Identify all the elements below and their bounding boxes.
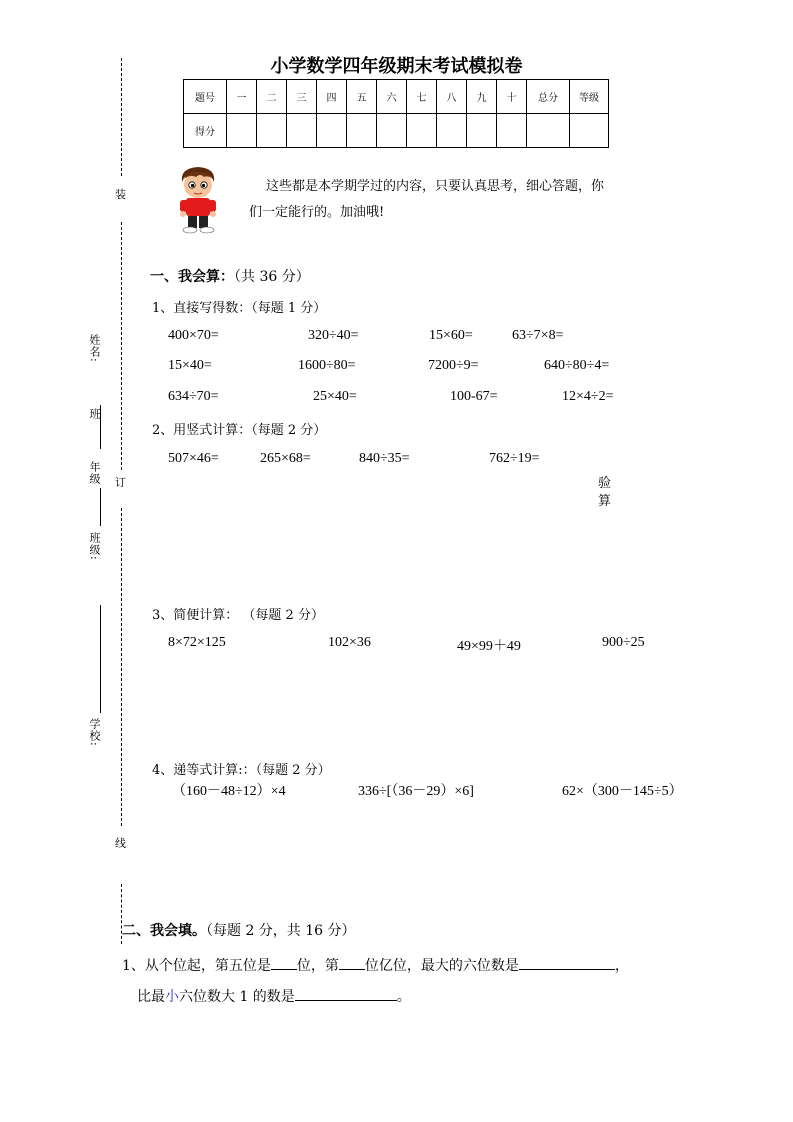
score-cell[interactable] <box>570 114 609 148</box>
s2-q1-highlight: 小 <box>165 989 179 1005</box>
q4-item: 336÷[（36－29）×6] <box>358 784 474 799</box>
s2-q1-text: 位亿位，最大的六位数是 <box>364 958 519 974</box>
q4-label: 4、递等式计算:：（每题 2 分） <box>152 763 331 778</box>
score-cell[interactable] <box>527 114 570 148</box>
binding-zhuang: 装 <box>115 188 126 201</box>
ban-label: 班 <box>88 408 101 420</box>
header-cell: 题号 <box>184 80 227 114</box>
q1-item: 25×40= <box>313 389 357 404</box>
section-2-score: （每题 2 分，共 16 分） <box>206 923 356 939</box>
q1-item: 15×40= <box>168 358 212 373</box>
q1-item: 400×70= <box>168 328 219 343</box>
s2-q1-text: 1、从个位起，第五位是 <box>122 958 271 974</box>
section-2-title: 二、我会填。 <box>122 923 206 939</box>
header-cell: 六 <box>377 80 407 114</box>
section-1-heading <box>150 266 310 286</box>
answer-blank[interactable] <box>519 969 615 970</box>
binding-xian: 线 <box>115 837 126 850</box>
score-cell[interactable] <box>317 114 347 148</box>
header-cell: 十 <box>497 80 527 114</box>
score-cell[interactable] <box>497 114 527 148</box>
header-cell: 九 <box>467 80 497 114</box>
page-title: 小学数学四年级期末考试模拟卷 <box>270 56 523 77</box>
q2-item: 507×46= <box>168 451 219 466</box>
binding-dashed-line <box>121 58 122 176</box>
q1-item: 63÷7×8= <box>512 328 564 343</box>
q2-label: 2、用竖式计算：（每题 2 分） <box>152 423 327 438</box>
score-table-header-row <box>184 80 609 114</box>
section-1-title: 一、我会算： <box>150 269 234 285</box>
q2-item: 265×68= <box>260 451 311 466</box>
section-2-heading <box>122 920 356 940</box>
q4-item: 62×（300－145÷5） <box>562 784 683 799</box>
score-row-label: 得分 <box>184 114 227 148</box>
q3-item: 49×99＋49 <box>457 639 521 654</box>
binding-dashed-line <box>121 508 122 826</box>
class-label: 班级: <box>88 532 101 561</box>
q1-item: 634÷70= <box>168 389 219 404</box>
q1-item: 7200÷9= <box>428 358 479 373</box>
score-cell[interactable] <box>287 114 317 148</box>
header-cell: 五 <box>347 80 377 114</box>
score-cell[interactable] <box>377 114 407 148</box>
s2-q1-text: 六位数大 1 的数是 <box>179 989 295 1005</box>
check-label-1: 验 <box>598 476 612 491</box>
binding-dashed-line <box>121 222 122 470</box>
binding-ding: 订 <box>115 476 126 489</box>
score-cell[interactable] <box>467 114 497 148</box>
s2-q1-line2 <box>137 986 411 1006</box>
header-cell: 三 <box>287 80 317 114</box>
answer-blank[interactable] <box>295 1000 397 1001</box>
score-table-score-row <box>184 114 609 148</box>
q2-item: 840÷35= <box>359 451 410 466</box>
s2-q1-line1 <box>122 955 629 975</box>
header-cell: 八 <box>437 80 467 114</box>
check-label-2: 算 <box>598 494 612 509</box>
q1-item: 320÷40= <box>308 328 359 343</box>
s2-q1-text: 位，第 <box>296 958 339 974</box>
s2-q1-text: 。 <box>396 989 411 1005</box>
score-cell[interactable] <box>437 114 467 148</box>
q3-label: 3、简便计算： （每题 2 分） <box>152 608 324 623</box>
score-cell[interactable] <box>347 114 377 148</box>
grade-blank-line[interactable] <box>100 488 101 526</box>
header-cell: 四 <box>317 80 347 114</box>
q3-item: 102×36 <box>328 635 371 650</box>
q1-item: 1600÷80= <box>298 358 356 373</box>
name-label: 姓名: <box>88 334 101 363</box>
intro-line-1: 这些都是本学期学过的内容，只要认真思考，细心答题，你 <box>266 179 605 194</box>
grade-label: 年级 <box>88 461 101 485</box>
cartoon-boy-avatar <box>176 164 220 234</box>
s2-q1-text: 比最 <box>137 989 165 1005</box>
q2-item: 762÷19= <box>489 451 540 466</box>
q4-item: （160－48÷12）×4 <box>172 784 286 799</box>
q1-item: 640÷80÷4= <box>544 358 610 373</box>
score-cell[interactable] <box>257 114 287 148</box>
q1-item: 100-67= <box>450 389 498 404</box>
ban-blank-line[interactable] <box>100 405 101 449</box>
section-1-score: （共 36 分） <box>234 269 310 285</box>
header-cell: 总分 <box>527 80 570 114</box>
header-cell: 等级 <box>570 80 609 114</box>
q1-item: 15×60= <box>429 328 473 343</box>
header-cell: 二 <box>257 80 287 114</box>
q3-item: 8×72×125 <box>168 635 226 650</box>
answer-blank[interactable] <box>339 969 365 970</box>
q3-item: 900÷25 <box>602 635 645 650</box>
school-label: 学校: <box>88 718 101 747</box>
header-cell: 一 <box>227 80 257 114</box>
q1-label: 1、直接写得数：（每题 1 分） <box>152 301 327 316</box>
intro-line-2: 们一定能行的。加油哦! <box>249 205 385 220</box>
q1-item: 12×4÷2= <box>562 389 614 404</box>
school-blank-line[interactable] <box>100 605 101 713</box>
score-cell[interactable] <box>407 114 437 148</box>
s2-q1-text: ， <box>614 958 629 974</box>
score-table <box>183 79 609 148</box>
answer-blank[interactable] <box>271 969 297 970</box>
header-cell: 七 <box>407 80 437 114</box>
score-cell[interactable] <box>227 114 257 148</box>
